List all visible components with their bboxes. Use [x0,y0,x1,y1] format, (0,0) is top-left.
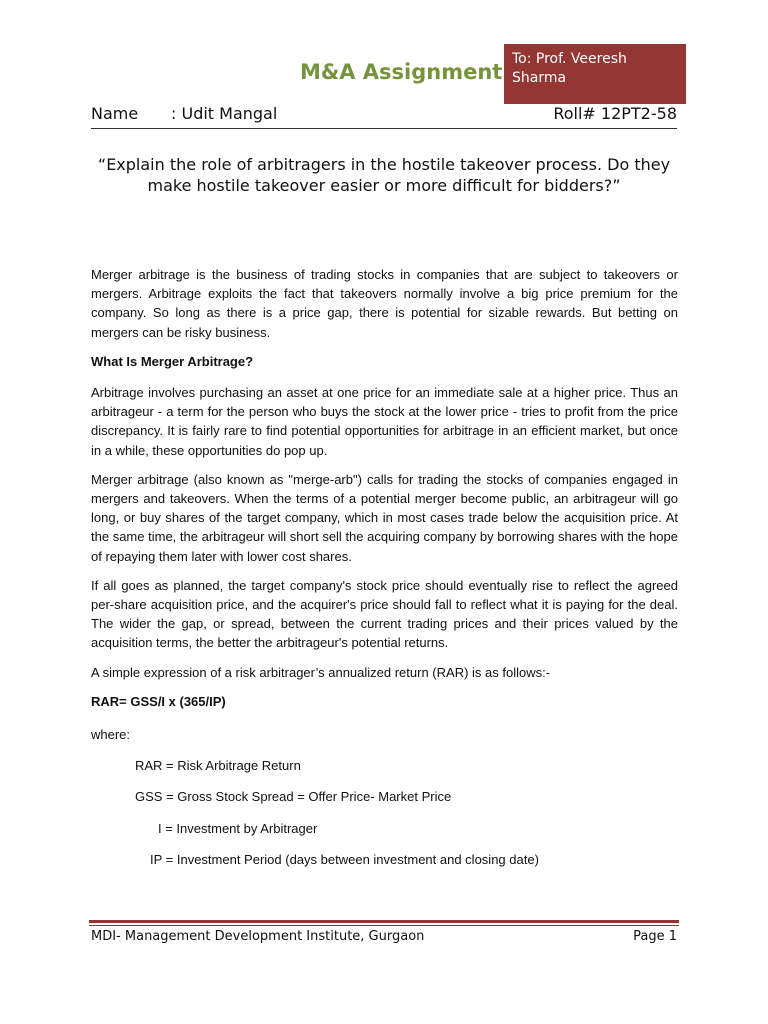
document-body [91,265,678,881]
student-name: : Udit Mangal [171,104,278,123]
header-divider [91,128,677,129]
intro-paragraph: Merger arbitrage is the business of trading stocks in companies that are subject to takeovers or mergers. Arbitrage exploits the fact that takeovers normally involve a big price premium for the company. So long as there is a price gap, there is potential for sizable rewards. But betting on mergers can be risky business. [91,267,678,340]
definition-rar: RAR = Risk Arbitrage Return [135,758,301,774]
definition-gss: GSS = Gross Stock Spread = Offer Price- Market Price [135,789,452,805]
body-paragraph-3: If all goes as planned, the target company's stock price should eventually rise to reflect the agreed per-share acquisition price, and the acquirer's price should fall to reflect what it is paying for the deal. The wider the gap, or spread, between the current trading prices and their prices valued by the acquisition terms, the better the arbitrageur's potential returns. [91,577,678,651]
section-heading: What Is Merger Arbitrage? [91,353,254,369]
page-number: Page 1 [633,929,677,944]
name-label: Name [91,104,139,123]
body-paragraph-4: A simple expression of a risk arbitrager’s annualized return (RAR) is as follows:- [91,664,551,680]
assignment-title: M&A Assignment [300,60,503,84]
definition-ip: IP = Investment Period (days between investment and closing date) [150,851,539,867]
definition-i: I = Investment by Arbitrager [158,820,318,836]
body-paragraph-2: Merger arbitrage (also known as "merge-arb") calls for trading the stocks of companies engaged in mergers and takeovers. When the terms of a potential merger become public, an arbitrageur will go long, or buy shares of the target company, which in most cases trade below the acquisition price. At the same time, the arbitrageur will short sell the acquiring company by borrowing shares with the hope of repaying them later with lower cost shares. [91,471,678,564]
body-paragraph-1: Arbitrage involves purchasing an asset at one price for an immediate sale at a higher price. Thus an arbitrageur - a term for the person who buys the stock at the lower price - tries to profit from the price discrepancy. It is fairly rare to find potential opportunities for arbitrage in an efficient market, but once in a while, these opportunities do pop up. [91,385,678,458]
footer-rule-thin [89,925,679,926]
recipient-box: To: Prof. Veeresh Sharma [504,44,686,104]
where-label: where: [91,727,131,743]
rar-formula: RAR= GSS/I x (365/IP) [91,693,226,709]
footer-institute: MDI- Management Development Institute, Gurgaon [91,929,425,944]
roll-number: Roll# 12PT2-58 [553,104,677,123]
assignment-question: “Explain the role of arbitragers in the hostile takeover process. Do they make hostile takeover easier or more difficult for bidders?” [97,155,671,195]
footer-rule [89,920,679,923]
